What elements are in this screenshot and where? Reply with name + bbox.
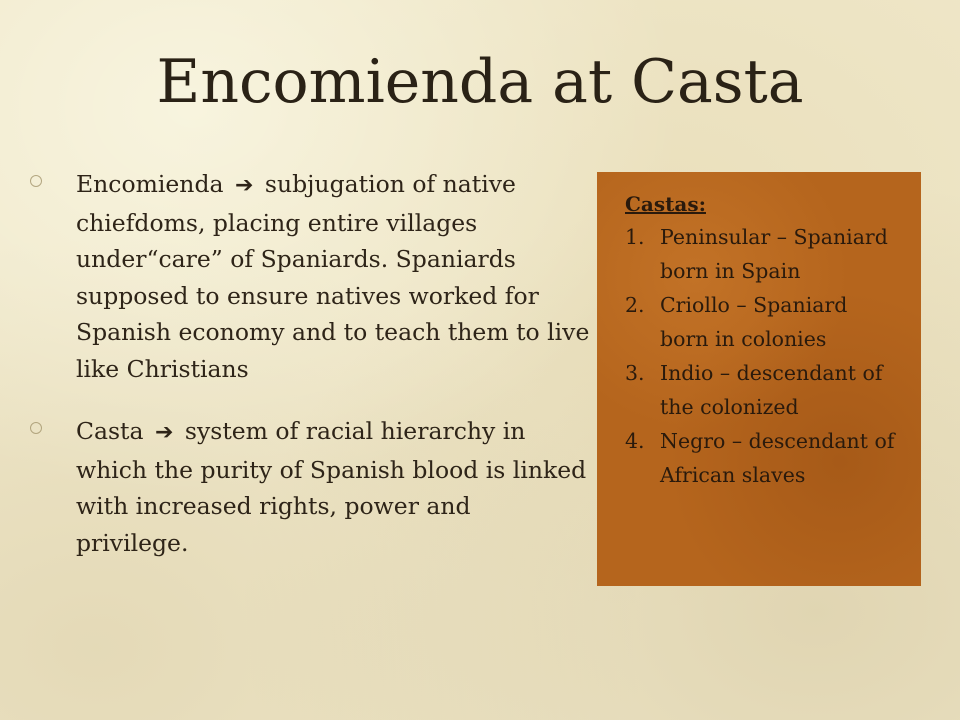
castas-item [625,356,901,424]
castas-item [625,220,901,288]
castas-item-text: Peninsular – Spaniard born in Spain [660,225,888,283]
castas-heading: Castas: [625,192,706,216]
castas-item-text: Negro – descendant of African slaves [660,429,895,487]
bullet-text: subjugation of native chiefdoms, placing entire villages under“care” of Spaniards. Spaniards supposed to ensure natives worked for Spanish economy and to teach them to live like Christians [76,170,590,383]
castas-item-text: Criollo – Spaniard born in colonies [660,293,848,351]
slide-title: Encomienda at Casta [156,47,804,117]
bullet-text: system of racial hierarchy in which the purity of Spanish blood is linked with increased rights, power and privilege. [76,417,587,557]
castas-item-number: 4. [625,429,645,453]
arrow-right-icon: ➔ [155,420,174,445]
circle-bullet-icon [30,422,42,434]
bullet-term: Encomienda [76,170,224,198]
castas-item-number: 3. [625,361,645,385]
bullet-term: Casta [76,417,144,445]
castas-item-number: 1. [625,225,645,249]
circle-bullet-icon [30,175,42,187]
castas-item [625,424,901,492]
castas-box [597,172,921,586]
castas-item-text: Indio – descendant of the colonized [660,361,883,419]
castas-list [625,220,901,492]
castas-item-number: 2. [625,293,645,317]
bullet-casta [30,413,590,561]
bullet-encomienda [30,166,590,387]
castas-item [625,288,901,356]
bullet-list [30,166,590,561]
arrow-right-icon: ➔ [234,173,254,198]
